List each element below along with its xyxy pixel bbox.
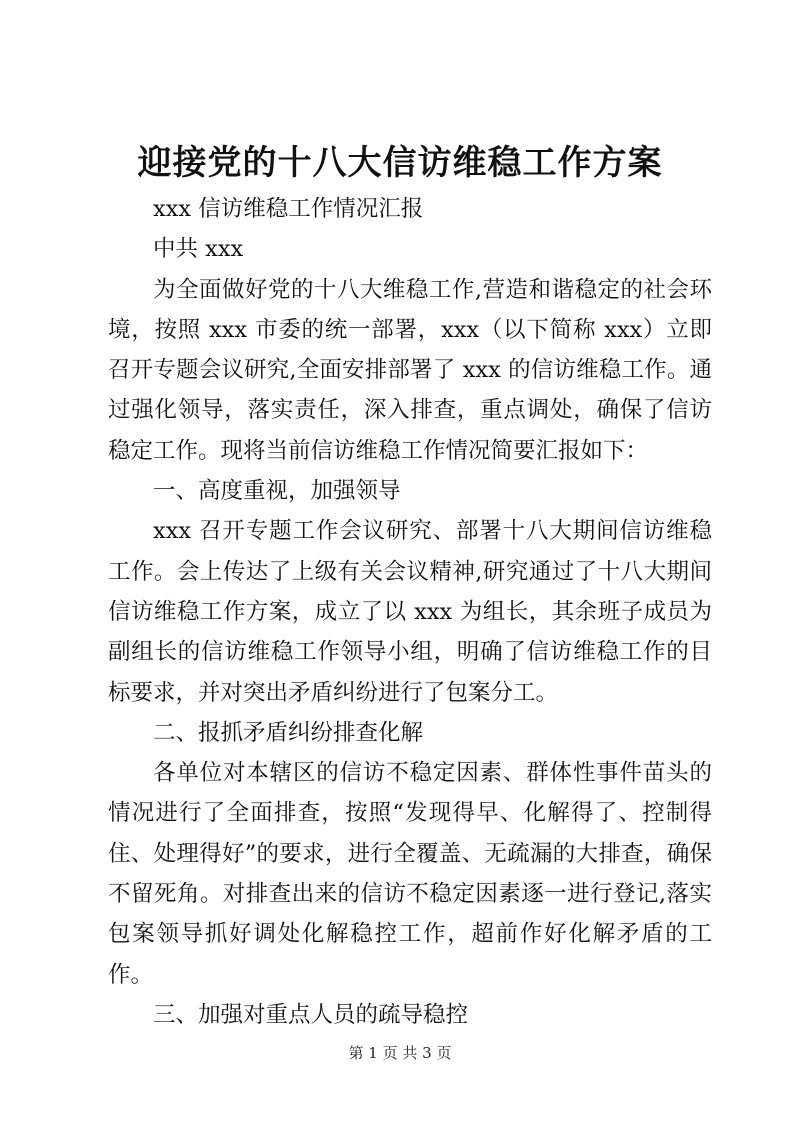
document-body [108, 189, 712, 1035]
report-subtitle: xxx 信访维稳工作情况汇报 [153, 196, 424, 222]
page-number-footer: 第 1 页 共 3 页 [348, 1044, 452, 1062]
report-author: 中共 xxx [153, 236, 244, 263]
section-1-paragraph: xxx 召开专题工作会议研究、部署十八大期间信访维稳工作。会上传达了上级有关会议精神,研究通过了十八大期间信访维稳工作方案，成立了以 xxx 为组长，其余班子成员为副组长的信访维稳工作领导小组，明确了信访维稳工作的目标要求，并对突出矛盾纠纷进行了包案分工。 [108, 518, 712, 706]
section-heading-1: 一、高度重视，加强领导 [153, 478, 401, 505]
section-2-paragraph: 各单位对本辖区的信访不稳定因素、群体性事件苗头的情况进行了全面排查，按照“发现得早、化解得了、控制得住、处理得好”的要求，进行全覆盖、无疏漏的大排查，确保不留死角。对排查出来的信访不稳定因素逐一进行登记,落实包案领导抓好调处化解稳控工作，超前作好化解矛盾的工作。 [108, 760, 712, 988]
section-heading-2: 二、报抓矛盾纠纷排查化解 [153, 719, 424, 746]
intro-paragraph: 为全面做好党的十八大维稳工作,营造和谐稳定的社会环境，按照 xxx 市委的统一部署，xxx（以下简称 xxx）立即召开专题会议研究,全面安排部署了 xxx 的信访维稳工作。通过强化领导，落实责任，深入排查，重点调处，确保了信访稳定工作。现将当前信访维稳工作情况简要汇报如下： [108, 276, 712, 464]
section-heading-3: 三、加强对重点人员的疏导稳控 [153, 1001, 469, 1028]
document-title: 迎接党的十八大信访维稳工作方案 [137, 143, 663, 183]
